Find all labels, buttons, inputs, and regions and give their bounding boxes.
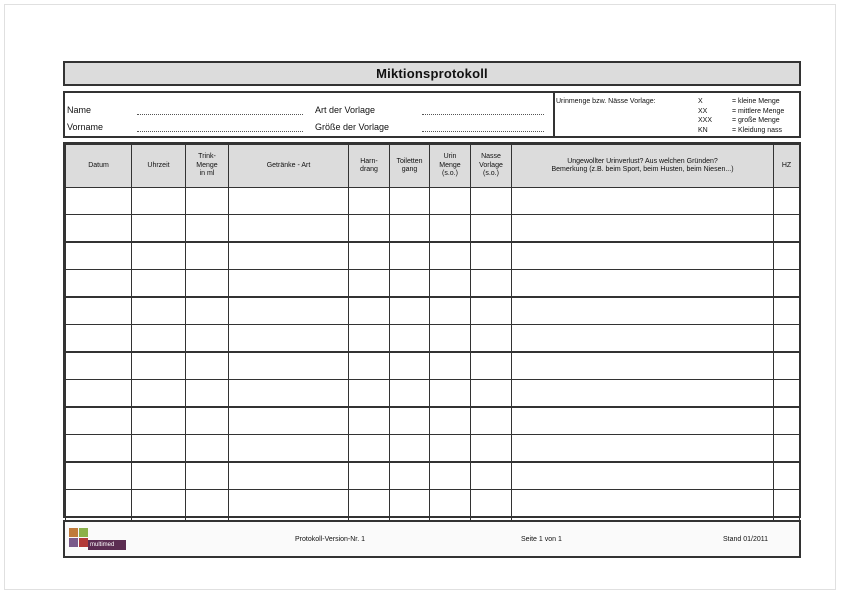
page-number: Seite 1 von 1 [521, 536, 562, 543]
table-cell[interactable] [132, 242, 186, 270]
multimed-logo [67, 526, 127, 554]
table-row [66, 325, 800, 353]
table-cell[interactable] [512, 297, 774, 325]
table-cell[interactable] [774, 407, 800, 435]
table-row [66, 407, 800, 435]
table-cell[interactable] [349, 462, 390, 490]
table-cell[interactable] [186, 215, 229, 243]
table-cell[interactable] [430, 270, 471, 298]
table-cell[interactable] [512, 215, 774, 243]
table-cell[interactable] [471, 325, 512, 353]
table-cell[interactable] [66, 435, 132, 463]
table-cell[interactable] [66, 407, 132, 435]
table-cell[interactable] [132, 352, 186, 380]
vorlage-art-line[interactable] [422, 106, 544, 115]
table-cell[interactable] [132, 297, 186, 325]
table-cell[interactable] [512, 407, 774, 435]
stand-date: Stand 01/2011 [723, 536, 769, 543]
table-cell[interactable] [390, 380, 430, 408]
table-cell[interactable] [430, 325, 471, 353]
header-nasse-vorlage: Nasse Vorlage (s.o.) [471, 145, 512, 188]
table-cell[interactable] [186, 352, 229, 380]
vorlage-art-label: Art der Vorlage [315, 105, 376, 115]
table-cell[interactable] [471, 297, 512, 325]
vorlage-groesse-line[interactable] [422, 123, 544, 132]
table-cell[interactable] [471, 270, 512, 298]
table-cell[interactable] [132, 215, 186, 243]
table-row [66, 270, 800, 298]
legend-description: = große Menge [732, 117, 780, 124]
table-cell[interactable] [132, 380, 186, 408]
table-cell[interactable] [229, 435, 349, 463]
table-cell[interactable] [229, 242, 349, 270]
table-cell[interactable] [186, 462, 229, 490]
table-cell[interactable] [229, 297, 349, 325]
table-cell[interactable] [390, 215, 430, 243]
page-title [63, 61, 801, 86]
table-cell[interactable] [512, 325, 774, 353]
table-cell[interactable] [349, 215, 390, 243]
table-cell[interactable] [471, 407, 512, 435]
table-cell[interactable] [471, 215, 512, 243]
table-cell[interactable] [132, 188, 186, 215]
logo-square [79, 538, 88, 547]
table-cell[interactable] [66, 462, 132, 490]
table-cell[interactable] [390, 188, 430, 215]
name-line[interactable] [137, 106, 303, 115]
table-cell[interactable] [430, 242, 471, 270]
table-cell[interactable] [66, 325, 132, 353]
table-cell[interactable] [471, 352, 512, 380]
table-cell[interactable] [512, 462, 774, 490]
table-cell[interactable] [390, 490, 430, 518]
table-cell[interactable] [430, 380, 471, 408]
table-cell[interactable] [390, 462, 430, 490]
page-title-text: Miktionsprotokoll [376, 66, 488, 81]
logo-square [69, 528, 78, 537]
table-cell[interactable] [430, 188, 471, 215]
table-cell[interactable] [390, 352, 430, 380]
legend-description: = kleine Menge [732, 98, 780, 105]
table-cell[interactable] [66, 297, 132, 325]
table-cell[interactable] [774, 380, 800, 408]
header-toilettengang: Toiletten gang [390, 145, 430, 188]
header-uhrzeit: Uhrzeit [132, 145, 186, 188]
table-cell[interactable] [132, 435, 186, 463]
table-cell[interactable] [471, 242, 512, 270]
version-text: Protokoll-Version-Nr. 1 [295, 536, 366, 543]
table-cell[interactable] [390, 407, 430, 435]
table-body [66, 188, 800, 545]
header-harndrang: Harn- drang [349, 145, 390, 188]
name-field[interactable] [67, 105, 303, 115]
table-cell[interactable] [349, 435, 390, 463]
table-cell[interactable] [66, 242, 132, 270]
header-urinmenge: Urin Menge (s.o.) [430, 145, 471, 188]
table-cell[interactable] [390, 325, 430, 353]
table-cell[interactable] [186, 270, 229, 298]
info-box [63, 91, 801, 138]
table-cell[interactable] [349, 407, 390, 435]
logo-square [79, 528, 88, 537]
table-cell[interactable] [430, 407, 471, 435]
table-row [66, 188, 800, 215]
table-cell[interactable] [229, 270, 349, 298]
table-cell[interactable] [471, 188, 512, 215]
table-cell[interactable] [66, 215, 132, 243]
table-cell[interactable] [229, 325, 349, 353]
table-cell[interactable] [512, 242, 774, 270]
table-cell[interactable] [774, 188, 800, 215]
table-row [66, 242, 800, 270]
table-row [66, 352, 800, 380]
table-cell[interactable] [471, 490, 512, 518]
table-row [66, 380, 800, 408]
vorlage-art-field[interactable] [315, 105, 544, 115]
table-cell[interactable] [186, 188, 229, 215]
vorname-label: Vorname [67, 122, 104, 132]
table-cell[interactable] [66, 380, 132, 408]
table-cell[interactable] [349, 297, 390, 325]
table-cell[interactable] [349, 380, 390, 408]
footer [63, 520, 801, 558]
table-cell[interactable] [229, 407, 349, 435]
table-cell[interactable] [132, 407, 186, 435]
table-cell[interactable] [186, 380, 229, 408]
table-cell[interactable] [390, 242, 430, 270]
table-cell[interactable] [774, 462, 800, 490]
table-cell[interactable] [66, 490, 132, 518]
table-cell[interactable] [229, 188, 349, 215]
table-cell[interactable] [186, 407, 229, 435]
table-cell[interactable] [774, 270, 800, 298]
table-cell[interactable] [774, 297, 800, 325]
table-cell[interactable] [229, 215, 349, 243]
table-header-row [66, 145, 800, 188]
legend-description: = mittlere Menge [732, 107, 785, 115]
table-cell[interactable] [430, 435, 471, 463]
legend-title: Urinmenge bzw. Nässe Vorlage: [556, 98, 656, 105]
table-cell[interactable] [66, 270, 132, 298]
legend-symbol: KN [698, 126, 708, 134]
table-cell[interactable] [349, 188, 390, 215]
table-cell[interactable] [66, 188, 132, 215]
table-cell[interactable] [132, 490, 186, 518]
table-cell[interactable] [512, 380, 774, 408]
table-cell[interactable] [349, 490, 390, 518]
table-cell[interactable] [349, 325, 390, 353]
table-cell[interactable] [774, 325, 800, 353]
table-row [66, 435, 800, 463]
table-cell[interactable] [512, 435, 774, 463]
table-cell[interactable] [512, 490, 774, 518]
table-cell[interactable] [774, 242, 800, 270]
table-cell[interactable] [512, 188, 774, 215]
table-row [66, 215, 800, 243]
table-cell[interactable] [66, 352, 132, 380]
table-row [66, 462, 800, 490]
table-cell[interactable] [774, 435, 800, 463]
vorname-field[interactable] [67, 122, 303, 132]
table-cell[interactable] [132, 462, 186, 490]
table-cell[interactable] [229, 490, 349, 518]
table-cell[interactable] [186, 325, 229, 353]
table-cell[interactable] [186, 242, 229, 270]
table-cell[interactable] [471, 435, 512, 463]
table-cell[interactable] [229, 380, 349, 408]
name-label: Name [67, 105, 92, 115]
legend-description: = Kleidung nass [732, 126, 783, 134]
table-cell[interactable] [132, 270, 186, 298]
table-cell[interactable] [430, 215, 471, 243]
protocol-table [63, 142, 801, 518]
table-cell[interactable] [390, 270, 430, 298]
table-cell[interactable] [512, 270, 774, 298]
table-row [66, 490, 800, 518]
table-cell[interactable] [229, 462, 349, 490]
header-datum: Datum [66, 145, 132, 188]
vorlage-groesse-field[interactable] [315, 122, 544, 132]
table-cell[interactable] [430, 462, 471, 490]
table-cell[interactable] [349, 270, 390, 298]
table-cell[interactable] [430, 490, 471, 518]
logo-square [69, 538, 78, 547]
table-cell[interactable] [229, 352, 349, 380]
table-cell[interactable] [471, 380, 512, 408]
table-row [66, 297, 800, 325]
legend-symbol: X [698, 98, 703, 105]
legend-symbol: XX [698, 107, 708, 115]
table-cell[interactable] [774, 352, 800, 380]
table-cell[interactable] [430, 352, 471, 380]
table-cell[interactable] [390, 435, 430, 463]
table-cell[interactable] [512, 352, 774, 380]
vorlage-groesse-label: Größe der Vorlage [315, 122, 390, 132]
table-cell[interactable] [186, 435, 229, 463]
vorname-line[interactable] [137, 123, 303, 132]
table-cell[interactable] [186, 490, 229, 518]
table-cell[interactable] [430, 297, 471, 325]
logo-wordmark: multimed [88, 540, 126, 550]
table-cell[interactable] [471, 462, 512, 490]
info-divider [553, 93, 555, 136]
table-cell[interactable] [349, 242, 390, 270]
table-cell[interactable] [774, 490, 800, 518]
header-trinkmenge: Trink- Menge in ml [186, 145, 229, 188]
header-hz: HZ [774, 145, 800, 188]
table-cell[interactable] [774, 215, 800, 243]
table-cell[interactable] [186, 297, 229, 325]
legend-symbol: XXX [698, 117, 713, 124]
header-bemerkung: Ungewollter Urinverlust? Aus welchen Gründen? Bemerkung (z.B. beim Sport, beim Husten, beim Niesen...) [512, 145, 774, 188]
table-cell[interactable] [349, 352, 390, 380]
table-cell[interactable] [390, 297, 430, 325]
header-getraenke-art: Getränke - Art [229, 145, 349, 188]
table-cell[interactable] [132, 325, 186, 353]
